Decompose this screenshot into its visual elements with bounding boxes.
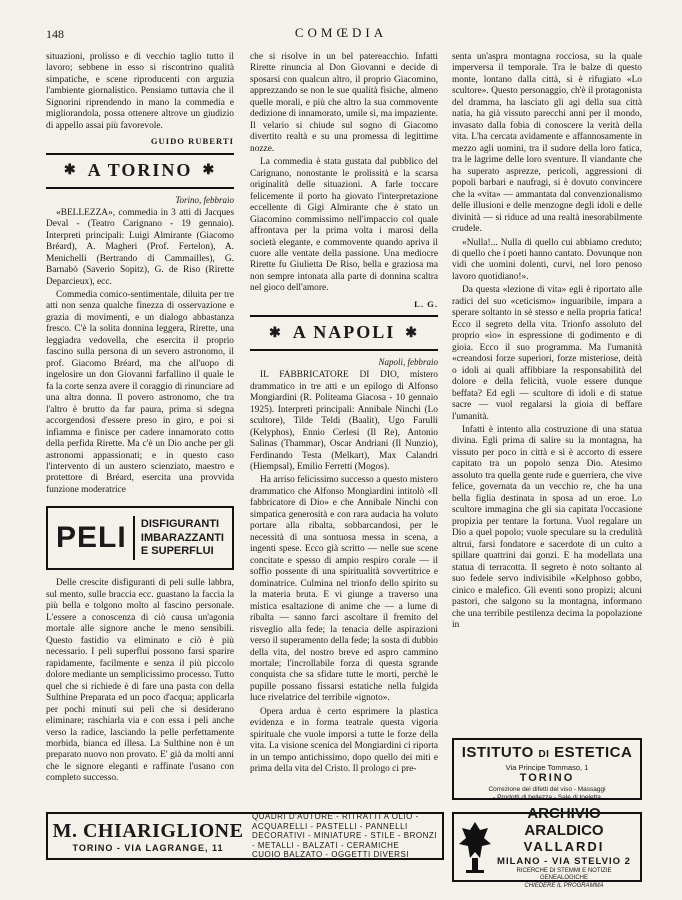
- paragraph: «Nulla!... Nulla di quello cui abbiamo creduto; di quello che i poeti hanno cantato. Dovunque non vidi che uomini dolenti, curvi, nel loro penoso lavoro quotidiano!».: [452, 237, 642, 282]
- ad-title-part: ISTITUTO: [461, 744, 534, 761]
- section-title: A TORINO: [87, 159, 193, 180]
- peli-line: DISFIGURANTI: [140, 517, 220, 530]
- peli-advertisement: [46, 506, 234, 570]
- paragraph: La commedia è stata gustata dal pubblico del Carignano, nonostante le prolissità e la scarsa originalità delle situazioni. A farle toccare felicemente il porto ha giovato l'interpretazione eccellente di Gigi Almirante che è stato un Giacomino commissimo nell'impaccio col quale affrontava per la prima volta i marosi della società elegante, e commovente quando apriva il cuore alle ventate della passione. Una mediocre Rirette fu Giulietta De Riso, bella e graziosa ma non sempre intonata alla parte di donnina scaltra nel gioco dell'amore.: [250, 157, 438, 294]
- archivio-araldico-advertisement: [452, 804, 642, 890]
- author-signature: L. G.: [414, 298, 438, 309]
- column-2: [250, 52, 438, 778]
- paragraph: Da questa «lezione di vita» egli è riportato alle radici del suo «ceticismo» inguaribile, impara a sperare soltanto in sè stesso e nella propria fatica! Ecco il segreto della vita. Trionfo assoluto del proprio «io» in espressione di godimento e di gioia. Ecco il suo programma. Ma l'umanità «creandosi forze superiori, forze misteriose, deità o idoli ai quali affibbiare la responsabilità del dolore e della felicità, vuole essere dunque beffata? Ed egli — scultore di idoli e di statue sacre — vuol regalarsi la gioia di beffare l'umanità.: [452, 285, 642, 422]
- ad-desc-line: Correzione dei difetti del viso - Massaggi: [488, 786, 606, 793]
- paragraph: IL FABBRICATORE DI DIO, mistero drammatico in tre atti e un epilogo di Alfonso Mongiardini (R. Politeama Giacosa - 10 gennaio 1925). Interpreti principali: Annibale Ninchi (Lo scultore), Tilde Teldi (Baalit), Ugo Farulli (Kelyphos), Ennio Cerlesi (Il Re), Antonio Salinas (Thammar), Oscar Andriani (Il Nunzio), Ferdinando Testa (Melkart), Max Calandri (Hiempsal), Emilio Ferretti (Mogos).: [250, 370, 438, 472]
- chiariglione-advertisement: [46, 812, 444, 860]
- paragraph: Opera ardua è certo esprimere la plastica evidenza e in forma teatrale questa vigoria spirituale che vuole imporsi a tutte le forze della vita. La visione scenica del Mongiardini ci riporta in un tempo antichissimo, dopo quello dei miti e prima della vita del Cristo. Il prologo ci pre-: [250, 706, 438, 775]
- peli-subhead: [141, 518, 224, 559]
- star-icon: ✱: [63, 163, 78, 179]
- ad-title: [454, 744, 640, 761]
- divider: [133, 516, 135, 560]
- ad-title: ARCHIVIO ARALDICO: [524, 804, 604, 839]
- paragraph: Ha arriso felicissimo successo a questo mistero drammatico che Alfonso Mongiardini intitolò «Il fabbricatore di Dio» e che Annibale Ninchi con simpatica generosità e con rara audacia ha voluto portare alla ribalta, sobbarcandosi, per le necessità di una sontuosa messa in scena, a ingenti spese. Ecco già scritto — nelle sue scene concitate e spesso di ampio respiro corale — il soffio possente di una spiritualità sovvertitrice e dominatrice. Culmina nel trionfo dello spirito su la materia bruta. E vi giunge a traverso una mistica esaltazione di anime che — a lume di ribalta — sanno farci ascoltare il fremito del risveglio alla fede; la tenacia delle aspirazioni verso il superamento della fede; la sosta di dubbio della vita, del nostro breve ed aspro cammino mortale; l'incrollabile forza di questa sgrande conquista che sa sfidare tutte le morti, perchè le pupille possano fissarsi estatiche nella fulgida luce rivelatrice del terribile «ignoto».: [250, 475, 438, 704]
- ad-services-line: QUADRI D'AUTORE - RITRATTI A OLIO - ACQUARELLI - PASTELLI - PANNELLI: [252, 812, 419, 831]
- ad-address: MILANO - VIA STELVIO 2: [497, 855, 631, 867]
- paragraph: Delle crescite disfiguranti di peli sulle labbra, sul mento, sulle braccia ecc. guastano la faccia la più bella e tolgono molto al fascino personale. L'essere a conoscenza di ciò causa un'agonia mortale alle signore anche le meno sensibili. Questo fastidio va eliminato e ciò è più necessario. I peli superflui possono farsi sparire rapidamente, facilmente e senza il più piccolo dolore mediante un semplicissimo processo. Tutto quel che si richiede è di fare una pasta con della Sulthine Preparata ed un poco d'acqua; applicarla per pochi minuti sui peli che si desiderano eliminare; raschiarla via e con essa i peli anche verso la radice, lasciando la pelle perfettamente morbida, bianca ed illesa. La Sulthine non è un preparato nuovo non provato. E' già da molti anni che le signore eleganti e raffinate l'usano con completo successo.: [46, 578, 235, 784]
- ad-services: [248, 812, 442, 860]
- section-heading: [250, 315, 438, 351]
- column-3: [452, 52, 642, 633]
- peli-line: IMBARAZZANTI: [140, 531, 224, 544]
- ad-services-line: CUOIO BALZATO - OGGETTI DIVERSI: [252, 850, 409, 860]
- ad-text: [492, 805, 636, 889]
- peli-line: E SUPERFLUI: [140, 545, 214, 558]
- star-icon: ✱: [269, 325, 283, 341]
- paragraph: Commedia comico-sentimentale, diluita per tre atti non senza qualche finezza di osservazione e grazia di movimenti, e un dialogo abbastanza fresco. C'è la solita donnina leggera, Rirette, una leggiadra vedovella, che esercita il proprio fascino sulla persona di un severo astronomo, il prof. Giacomo Bréard, ma che all'uopo di ingelosire un don Giovanni farfallino il quale le fa la corte senza avere il coraggio di rinunciare ad una altra donna. Il povero astronomo, che tra l'altro è brutto da far paura, prima si sdegna accorgendosi d'essere preso in giro, e poi si infiamma e finisce per cadere innamorato cotto della perfida Rirette. Ma c'è un Dio anche per gli astronomi appassionati; e in questo caso l'intervento di un austero scienziato, maestro e protettore di Bréard, esercita una provvida funzione moderatrice: [46, 289, 234, 495]
- paragraph: senta un'aspra montagna rocciosa, su la quale imperversa il temporale. Tra le balze di questo monte, lontano dalla città, si è rifugiato «Lo scultore». Questo personaggio, ch'è il protagonista del dramma, ha lasciato gli agi della sua città natia, ha già vissuto parecchi anni per il mondo, invasato dalla fobia di conoscere la verità della vita. L'ha cercata avidamente e affannosamente in mezzo agli uomini, tra il sudore della loro fatica, tra le lagrime delle loro sventure. Il viandante che ha superato asprezze, pericoli, aggressioni di popoli barbari e naufragi, si è dovuto convincere che la «vita» — ammantata dal convenzionalismo delle illusioni e delle menzogne degli idoli e delle divinità — si riduce ad una realtà inesorabilmente crudele.: [452, 52, 642, 235]
- ad-address: Via Principe Tommaso, 1: [505, 763, 589, 772]
- paragraph: che si risolve in un bel patereacchio. Infatti Rirette rinuncia al Don Giovanni e decide di sposarsi con qualcun altro, il proprio Giacomino, apprezzando se non le sue qualità fisiche, almeno quelle morali, e più che altro la sua commovente dedizione di innamorato, umile sì, ma impaziente. Il velario si chiude sul sogno di Giacomo divertito realtà e su una promessa di legittime nozze.: [250, 52, 438, 154]
- author-signature: GUIDO RUBERTI: [150, 136, 234, 147]
- paragraph: «BELLEZZA», commedia in 3 atti di Jacques Deval - (Teatro Carignano - 19 gennaio). Interpreti principali: Luigi Almirante (Giacomo Bréard), A. Magheri (Prof. Fertelon), A. Menichelli (Bertrando di Cammailles), G. Barnabò (Saverio Sopitz), G. de Riso (Rirette Deparcieux), ecc.: [46, 207, 234, 287]
- dateline: Torino, febbraio: [175, 194, 234, 205]
- ad-desc-line: - Prodotti di bellezza - Sale di toeletta: [493, 793, 601, 801]
- page-number: 148: [46, 27, 64, 41]
- ad-note: CHIEDERE IL PROGRAMMA: [524, 883, 604, 890]
- column-1: [46, 52, 234, 787]
- ad-title: M. CHIARIGLIONE: [52, 819, 244, 842]
- paragraph: situazioni, prolisso e di vecchio taglio tutto il lavoro; sebbene in esso si riscontrino qualità simpatiche, e scene riproducenti con arguzia l'ambiente giornalistico. Pensiamo tuttavia che il Signorini riprendendo in mano la commedia e migliorandola, possa ottenere altrove un giudizio di appello assai più favorevole.: [46, 52, 234, 131]
- dateline: Napoli, febbraio: [378, 357, 438, 368]
- running-head: COMŒDIA: [294, 25, 388, 40]
- istituto-estetica-advertisement: [452, 738, 642, 800]
- paragraph: Infatti è intento alla costruzione di una statua divina. Egli prima di salire su la montagna, ha vissuto per poco in città e si è accorto di essere capitato tra un popolo senza Dio. Atesimo assoluto tra quella gente rude e guerriera, che vive felice, governata da un vecchio re, che ha una bella figlia destinata in sposa ad un eroe. Lo scultore immagina che gli sia capitata l'occasione propizia per tentare la fortuna. Vuol regalare un Dio a quel popolo; vuole speculare su la credulità altrui, farsi fondatore e sacerdote di un culto a spillare quattrini dai gonzi. E ha modellata una statua di terracotta. Il segreto è noto soltanto al suo fedele servo indivisibile «Kelphoso gobbo, cinico e malefico. Gli eventi sono propizi; alcuni pastori, che salgono su la montagna, informano che una terribile pestilenza decima la popolazione in: [452, 425, 642, 630]
- ad-subtitle: VALLARDI: [523, 838, 605, 854]
- section-heading: [46, 153, 234, 189]
- peli-headline: PELI: [56, 521, 127, 555]
- ad-services-line: DECORATIVI - MINIATURE - STILE - BRONZI - METALLI - BALZATI - CERAMICHE: [252, 831, 437, 850]
- star-icon: ✱: [405, 325, 419, 341]
- ad-city: TORINO: [519, 772, 575, 784]
- star-icon: ✱: [202, 163, 217, 179]
- section-title: A NAPOLI: [292, 322, 396, 343]
- ad-title-part: DI: [538, 749, 550, 760]
- heraldic-eagle-icon: [458, 818, 492, 876]
- ad-left: [48, 820, 248, 853]
- ad-description: RICERCHE DI STEMMI E NOTIZIE GENEALOGICHE: [516, 867, 612, 881]
- ad-address: TORINO - VIA LAGRANGE, 11: [72, 842, 224, 853]
- ad-description: [454, 786, 640, 802]
- ad-title-part: ESTETICA: [554, 744, 633, 761]
